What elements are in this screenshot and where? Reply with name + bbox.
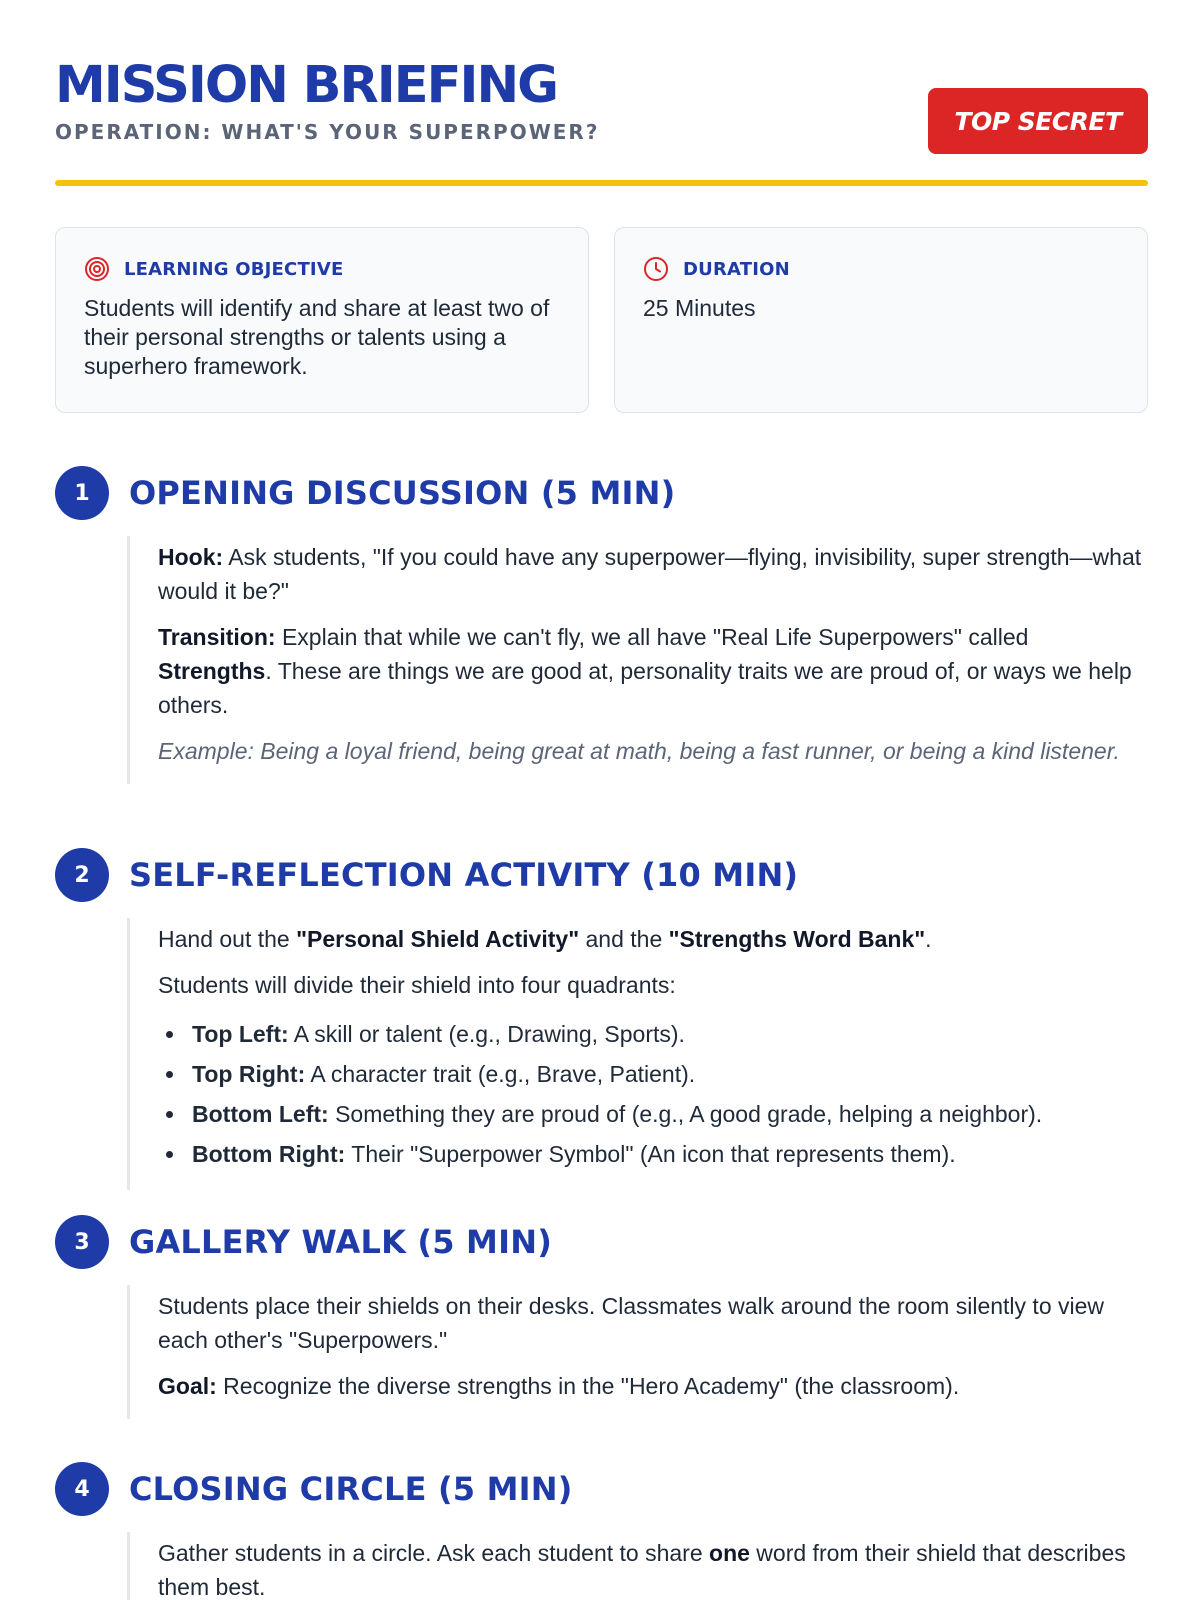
header	[55, 56, 1148, 186]
quadrant-list	[158, 1014, 1148, 1174]
section-closing-circle	[55, 1462, 1148, 1600]
closing-paragraph	[158, 1536, 1148, 1600]
learning-objective-text: Students will identify and share at least two of their personal strengths or talents using a superhero framework.	[84, 295, 550, 379]
quadrant-text: A skill or talent (e.g., Drawing, Sports).	[288, 1021, 685, 1047]
quadrant-label: Bottom Right:	[192, 1141, 346, 1167]
page-subtitle: OPERATION: WHAT'S YOUR SUPERPOWER?	[55, 120, 600, 144]
quadrant-label: Top Right:	[192, 1061, 306, 1087]
handout-paragraph	[158, 922, 1148, 956]
quadrants-intro: Students will divide their shield into four quadrants:	[158, 972, 676, 998]
duration-text: 25 Minutes	[643, 295, 756, 321]
list-item	[158, 1014, 1148, 1054]
section-title: SELF-REFLECTION ACTIVITY (10 MIN)	[129, 856, 799, 894]
one-word-emphasis: one	[709, 1540, 750, 1566]
closing-text: Gather students in a circle. Ask each student to share	[158, 1540, 710, 1566]
example-paragraph: Example: Being a loyal friend, being great at math, being a fast runner, or being a kind listener.	[158, 738, 1120, 764]
learning-objective-card	[55, 227, 589, 413]
handout-text-mid: and the	[579, 926, 669, 952]
step-number-badge: 4	[55, 1462, 109, 1516]
list-item	[158, 1134, 1148, 1174]
step-number-badge: 2	[55, 848, 109, 902]
section-title: OPENING DISCUSSION (5 MIN)	[129, 474, 676, 512]
section-body	[127, 536, 1148, 784]
step-number-badge: 3	[55, 1215, 109, 1269]
top-secret-badge: TOP SECRET	[928, 88, 1148, 154]
hook-label: Hook:	[158, 544, 224, 570]
section-title: GALLERY WALK (5 MIN)	[129, 1223, 553, 1261]
section-body	[127, 1532, 1148, 1600]
list-item	[158, 1094, 1148, 1134]
quadrant-text: A character trait (e.g., Brave, Patient).	[305, 1061, 696, 1087]
hook-paragraph	[158, 540, 1148, 608]
transition-paragraph	[158, 620, 1148, 722]
strengths-term: Strengths	[158, 658, 266, 684]
section-title: CLOSING CIRCLE (5 MIN)	[129, 1470, 573, 1508]
quadrant-text: Their "Superpower Symbol" (An icon that represents them).	[345, 1141, 956, 1167]
list-item	[158, 1054, 1148, 1094]
transition-text: Explain that while we can't fly, we all have "Real Life Superpowers" called	[275, 624, 1029, 650]
section-gallery-walk	[55, 1215, 1148, 1419]
transition-label: Transition:	[158, 624, 276, 650]
clock-icon	[643, 256, 669, 282]
closing-text-end: word from their shield that describes them best.	[158, 1540, 1126, 1600]
duration-label: DURATION	[683, 258, 790, 280]
quadrant-text: Something they are proud of (e.g., A good grade, helping a neighbor).	[328, 1101, 1043, 1127]
learning-objective-header	[84, 256, 560, 282]
handout-text: Hand out the	[158, 926, 297, 952]
header-divider	[55, 180, 1148, 186]
handout-text-end: .	[925, 926, 932, 952]
section-self-reflection	[55, 848, 1148, 1190]
learning-objective-label: LEARNING OBJECTIVE	[124, 258, 344, 280]
goal-text: Recognize the diverse strengths in the "Hero Academy" (the classroom).	[216, 1373, 960, 1399]
word-bank-name: "Strengths Word Bank"	[668, 926, 926, 952]
duration-card	[614, 227, 1148, 413]
quadrant-label: Top Left:	[192, 1021, 289, 1047]
page-title: MISSION BRIEFING	[55, 56, 557, 115]
goal-paragraph	[158, 1369, 1148, 1403]
hook-text: Ask students, "If you could have any superpower—flying, invisibility, super strength—what would it be?"	[158, 544, 1142, 604]
shield-activity-name: "Personal Shield Activity"	[296, 926, 580, 952]
gallery-paragraph: Students place their shields on their desks. Classmates walk around the room silently to view each other's "Superpowers."	[158, 1293, 1105, 1353]
step-number-badge: 1	[55, 466, 109, 520]
section-body	[127, 1285, 1148, 1419]
goal-label: Goal:	[158, 1373, 217, 1399]
quadrant-label: Bottom Left:	[192, 1101, 329, 1127]
duration-header	[643, 256, 1119, 282]
transition-text-end: . These are things we are good at, personality traits we are proud of, or ways we help others.	[158, 658, 1132, 718]
section-body	[127, 918, 1148, 1190]
section-opening-discussion	[55, 466, 1148, 784]
target-icon	[84, 256, 110, 282]
